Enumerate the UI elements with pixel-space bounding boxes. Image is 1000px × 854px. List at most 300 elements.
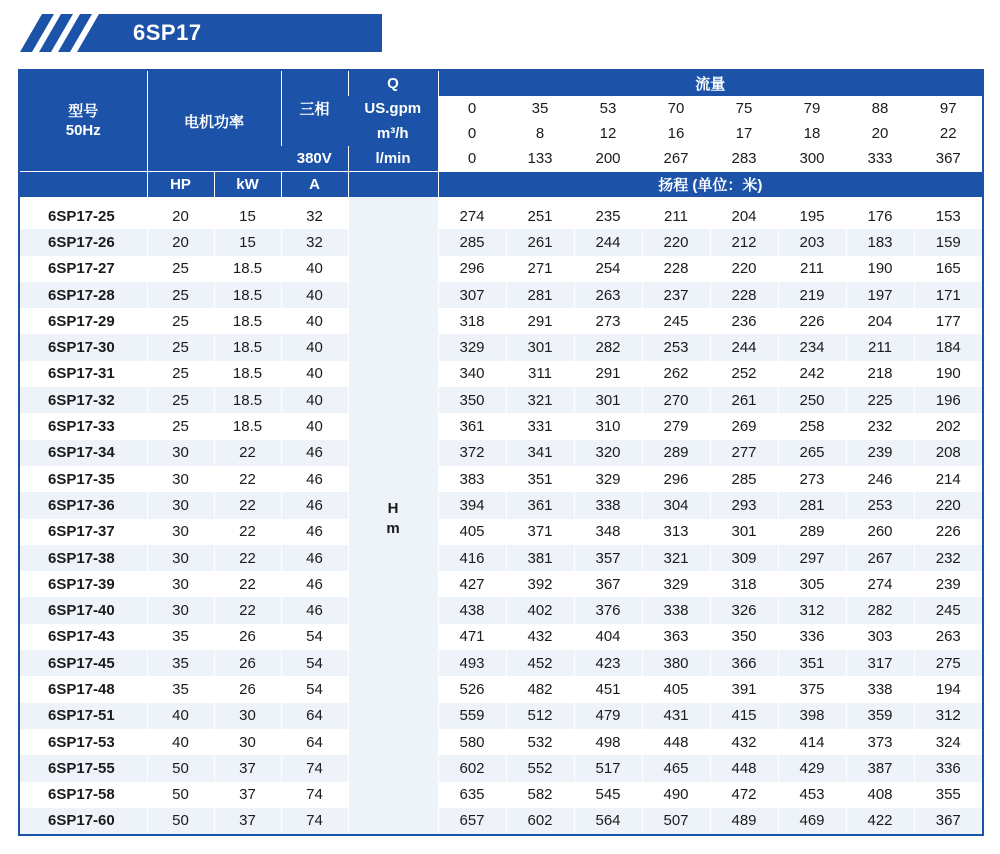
head-cell: 190 — [846, 256, 914, 282]
model-cell: 6SP17-51 — [19, 703, 147, 729]
head-cell: 361 — [438, 413, 506, 439]
head-cell: 452 — [506, 650, 574, 676]
head-cell: 194 — [914, 676, 983, 702]
amp-cell: 64 — [281, 729, 348, 755]
kw-cell: 18.5 — [214, 413, 281, 439]
head-cell: 429 — [778, 755, 846, 781]
head-cell: 351 — [778, 650, 846, 676]
model-cell: 6SP17-26 — [19, 229, 147, 255]
head-cell: 261 — [710, 387, 778, 413]
table-row — [19, 519, 983, 545]
lmin-value: 200 — [574, 146, 642, 172]
usgpm-value: 0 — [438, 96, 506, 121]
amp-cell: 32 — [281, 229, 348, 255]
kw-cell: 26 — [214, 676, 281, 702]
m3h-value: 17 — [710, 121, 778, 146]
head-cell: 359 — [846, 703, 914, 729]
head-cell: 211 — [846, 334, 914, 360]
kw-cell: 22 — [214, 545, 281, 571]
model-cell: 6SP17-37 — [19, 519, 147, 545]
amp-cell: 74 — [281, 808, 348, 835]
table-row — [19, 571, 983, 597]
kw-cell: 15 — [214, 229, 281, 255]
head-cell: 282 — [574, 334, 642, 360]
usgpm-value: 53 — [574, 96, 642, 121]
q-header: Q — [348, 70, 438, 96]
model-header — [19, 70, 147, 172]
model-cell: 6SP17-34 — [19, 440, 147, 466]
head-cell: 279 — [642, 413, 710, 439]
usgpm-value: 88 — [846, 96, 914, 121]
head-cell: 212 — [710, 229, 778, 255]
usgpm-value: 70 — [642, 96, 710, 121]
head-cell: 310 — [574, 413, 642, 439]
table-row — [19, 755, 983, 781]
m3h-label: m³/h — [348, 121, 438, 146]
head-cell: 301 — [574, 387, 642, 413]
head-cell: 273 — [574, 308, 642, 334]
table-row — [19, 597, 983, 623]
voltage-header: 380V — [281, 146, 348, 172]
head-cell: 196 — [914, 387, 983, 413]
kw-cell: 37 — [214, 782, 281, 808]
head-cell: 239 — [914, 571, 983, 597]
model-cell: 6SP17-29 — [19, 308, 147, 334]
head-cell: 351 — [506, 466, 574, 492]
head-cell: 545 — [574, 782, 642, 808]
head-cell: 232 — [846, 413, 914, 439]
head-cell: 267 — [846, 545, 914, 571]
head-cell: 303 — [846, 624, 914, 650]
hp-cell: 30 — [147, 492, 214, 518]
head-cell: 580 — [438, 729, 506, 755]
head-cell: 493 — [438, 650, 506, 676]
head-cell: 204 — [710, 197, 778, 229]
head-cell: 176 — [846, 197, 914, 229]
head-cell: 235 — [574, 197, 642, 229]
model-cell: 6SP17-28 — [19, 282, 147, 308]
head-cell: 469 — [778, 808, 846, 835]
head-cell: 482 — [506, 676, 574, 702]
model-cell: 6SP17-33 — [19, 413, 147, 439]
head-cell: 296 — [438, 256, 506, 282]
head-cell: 471 — [438, 624, 506, 650]
head-cell: 526 — [438, 676, 506, 702]
hp-cell: 40 — [147, 729, 214, 755]
hp-cell: 25 — [147, 334, 214, 360]
m3h-value: 0 — [438, 121, 506, 146]
head-cell: 159 — [914, 229, 983, 255]
model-cell: 6SP17-58 — [19, 782, 147, 808]
head-cell: 416 — [438, 545, 506, 571]
head-cell: 203 — [778, 229, 846, 255]
usgpm-value: 79 — [778, 96, 846, 121]
head-cell: 226 — [778, 308, 846, 334]
head-cell: 350 — [710, 624, 778, 650]
head-cell: 376 — [574, 597, 642, 623]
model-cell: 6SP17-27 — [19, 256, 147, 282]
head-cell: 214 — [914, 466, 983, 492]
head-cell: 383 — [438, 466, 506, 492]
head-cell: 289 — [778, 519, 846, 545]
hp-header: HP — [147, 172, 214, 198]
hp-cell: 30 — [147, 519, 214, 545]
head-cell: 234 — [778, 334, 846, 360]
head-cell: 183 — [846, 229, 914, 255]
table-row — [19, 308, 983, 334]
head-cell: 301 — [506, 334, 574, 360]
head-cell: 350 — [438, 387, 506, 413]
head-cell: 329 — [438, 334, 506, 360]
amp-cell: 46 — [281, 519, 348, 545]
head-cell: 438 — [438, 597, 506, 623]
head-cell: 375 — [778, 676, 846, 702]
head-cell: 311 — [506, 361, 574, 387]
head-cell: 263 — [574, 282, 642, 308]
title-bar — [20, 14, 382, 52]
kw-header: kW — [214, 172, 281, 198]
head-cell: 177 — [914, 308, 983, 334]
head-cell: 340 — [438, 361, 506, 387]
head-cell: 422 — [846, 808, 914, 835]
head-cell: 318 — [710, 571, 778, 597]
head-cell: 398 — [778, 703, 846, 729]
head-cell: 431 — [642, 703, 710, 729]
head-cell: 232 — [914, 545, 983, 571]
kw-cell: 22 — [214, 492, 281, 518]
head-cell: 262 — [642, 361, 710, 387]
head-cell: 277 — [710, 440, 778, 466]
head-cell: 190 — [914, 361, 983, 387]
m3h-value: 8 — [506, 121, 574, 146]
model-cell: 6SP17-36 — [19, 492, 147, 518]
head-cell: 291 — [574, 361, 642, 387]
model-cell: 6SP17-31 — [19, 361, 147, 387]
head-cell: 408 — [846, 782, 914, 808]
hp-cell: 35 — [147, 650, 214, 676]
head-cell: 564 — [574, 808, 642, 835]
stripes-decoration-icon — [20, 14, 120, 52]
model-cell: 6SP17-40 — [19, 597, 147, 623]
head-cell: 285 — [438, 229, 506, 255]
head-cell: 275 — [914, 650, 983, 676]
amp-header: A — [281, 172, 348, 198]
head-cell: 282 — [846, 597, 914, 623]
hp-cell: 30 — [147, 545, 214, 571]
usgpm-value: 75 — [710, 96, 778, 121]
amp-cell: 40 — [281, 387, 348, 413]
head-cell: 402 — [506, 597, 574, 623]
head-cell: 381 — [506, 545, 574, 571]
head-cell: 472 — [710, 782, 778, 808]
head-cell: 320 — [574, 440, 642, 466]
model-freq: 50Hz — [65, 122, 101, 139]
head-cell: 517 — [574, 755, 642, 781]
hp-cell: 25 — [147, 413, 214, 439]
kw-cell: 37 — [214, 755, 281, 781]
head-cell: 348 — [574, 519, 642, 545]
head-cell: 532 — [506, 729, 574, 755]
table-row — [19, 492, 983, 518]
amp-cell: 40 — [281, 308, 348, 334]
head-cell: 387 — [846, 755, 914, 781]
model-cell: 6SP17-32 — [19, 387, 147, 413]
hp-cell: 35 — [147, 676, 214, 702]
head-cell: 242 — [778, 361, 846, 387]
head-cell: 338 — [846, 676, 914, 702]
head-header: 扬程 (单位：米) — [438, 172, 983, 198]
hp-cell: 25 — [147, 256, 214, 282]
amp-cell: 46 — [281, 545, 348, 571]
m3h-value: 12 — [574, 121, 642, 146]
kw-cell: 26 — [214, 624, 281, 650]
model-cell: 6SP17-38 — [19, 545, 147, 571]
hp-cell: 25 — [147, 282, 214, 308]
head-cell: 372 — [438, 440, 506, 466]
model-cell: 6SP17-43 — [19, 624, 147, 650]
head-cell: 405 — [438, 519, 506, 545]
kw-cell: 22 — [214, 571, 281, 597]
head-cell: 228 — [642, 256, 710, 282]
amp-cell: 54 — [281, 624, 348, 650]
flow-header: 流量 — [438, 70, 983, 96]
head-cell: 260 — [846, 519, 914, 545]
motor-power-header: 电机功率 — [147, 70, 281, 172]
head-cell: 512 — [506, 703, 574, 729]
hm-m-label: m — [386, 519, 400, 537]
page-title: 6SP17 — [133, 20, 202, 45]
table-row — [19, 334, 983, 360]
head-cell: 307 — [438, 282, 506, 308]
usgpm-value: 97 — [914, 96, 983, 121]
head-cell: 312 — [778, 597, 846, 623]
head-cell: 357 — [574, 545, 642, 571]
lmin-label: l/min — [348, 146, 438, 172]
amp-cell: 40 — [281, 413, 348, 439]
amp-cell: 46 — [281, 466, 348, 492]
head-cell: 273 — [778, 466, 846, 492]
head-cell: 432 — [506, 624, 574, 650]
head-cell: 220 — [710, 256, 778, 282]
amp-cell: 46 — [281, 597, 348, 623]
table-row — [19, 256, 983, 282]
model-cell: 6SP17-35 — [19, 466, 147, 492]
head-cell: 244 — [710, 334, 778, 360]
head-cell: 305 — [778, 571, 846, 597]
head-cell: 391 — [710, 676, 778, 702]
head-cell: 281 — [506, 282, 574, 308]
usgpm-label: US.gpm — [348, 96, 438, 121]
head-cell: 297 — [778, 545, 846, 571]
phase-header: 三相 — [281, 70, 348, 146]
head-cell: 301 — [710, 519, 778, 545]
head-cell: 274 — [846, 571, 914, 597]
head-cell: 602 — [438, 755, 506, 781]
head-cell: 451 — [574, 676, 642, 702]
head-cell: 414 — [778, 729, 846, 755]
table-row — [19, 361, 983, 387]
m3h-value: 22 — [914, 121, 983, 146]
head-cell: 448 — [642, 729, 710, 755]
head-cell: 321 — [642, 545, 710, 571]
head-cell: 490 — [642, 782, 710, 808]
head-cell: 321 — [506, 387, 574, 413]
table-row — [19, 545, 983, 571]
head-cell: 253 — [846, 492, 914, 518]
head-cell: 309 — [710, 545, 778, 571]
amp-cell: 32 — [281, 197, 348, 229]
head-cell: 394 — [438, 492, 506, 518]
head-cell: 237 — [642, 282, 710, 308]
hp-cell: 50 — [147, 808, 214, 835]
hp-cell: 30 — [147, 440, 214, 466]
head-cell: 479 — [574, 703, 642, 729]
kw-cell: 37 — [214, 808, 281, 835]
head-cell: 254 — [574, 256, 642, 282]
head-cell: 293 — [710, 492, 778, 518]
model-cell: 6SP17-53 — [19, 729, 147, 755]
kw-cell: 18.5 — [214, 256, 281, 282]
model-cell: 6SP17-48 — [19, 676, 147, 702]
head-cell: 304 — [642, 492, 710, 518]
head-cell: 245 — [642, 308, 710, 334]
lmin-value: 267 — [642, 146, 710, 172]
head-cell: 208 — [914, 440, 983, 466]
lmin-value: 283 — [710, 146, 778, 172]
head-cell: 329 — [574, 466, 642, 492]
head-cell: 204 — [846, 308, 914, 334]
head-cell: 341 — [506, 440, 574, 466]
amp-cell: 40 — [281, 334, 348, 360]
hp-cell: 30 — [147, 466, 214, 492]
head-cell: 602 — [506, 808, 574, 835]
head-cell: 338 — [574, 492, 642, 518]
head-cell: 153 — [914, 197, 983, 229]
head-cell: 552 — [506, 755, 574, 781]
head-cell: 184 — [914, 334, 983, 360]
head-cell: 453 — [778, 782, 846, 808]
hm-unit-cell — [348, 197, 438, 835]
blank-header-2 — [348, 172, 438, 198]
amp-cell: 46 — [281, 492, 348, 518]
head-cell: 245 — [914, 597, 983, 623]
hp-cell: 25 — [147, 361, 214, 387]
model-cell: 6SP17-39 — [19, 571, 147, 597]
head-cell: 285 — [710, 466, 778, 492]
hp-cell: 20 — [147, 197, 214, 229]
table-row — [19, 197, 983, 229]
head-cell: 165 — [914, 256, 983, 282]
head-cell: 366 — [710, 650, 778, 676]
head-cell: 373 — [846, 729, 914, 755]
hm-h-label: H — [387, 499, 399, 517]
m3h-value: 20 — [846, 121, 914, 146]
head-cell: 367 — [914, 808, 983, 835]
model-cell: 6SP17-25 — [19, 197, 147, 229]
head-cell: 336 — [914, 755, 983, 781]
head-cell: 324 — [914, 729, 983, 755]
hp-cell: 50 — [147, 782, 214, 808]
head-cell: 211 — [778, 256, 846, 282]
amp-cell: 40 — [281, 361, 348, 387]
kw-cell: 22 — [214, 440, 281, 466]
head-cell: 291 — [506, 308, 574, 334]
head-cell: 265 — [778, 440, 846, 466]
amp-cell: 54 — [281, 650, 348, 676]
head-cell: 246 — [846, 466, 914, 492]
head-cell: 312 — [914, 703, 983, 729]
head-cell: 427 — [438, 571, 506, 597]
head-cell: 250 — [778, 387, 846, 413]
head-cell: 261 — [506, 229, 574, 255]
table-row — [19, 624, 983, 650]
model-cell: 6SP17-45 — [19, 650, 147, 676]
head-cell: 244 — [574, 229, 642, 255]
table-row — [19, 650, 983, 676]
head-cell: 582 — [506, 782, 574, 808]
head-cell: 405 — [642, 676, 710, 702]
head-cell: 289 — [642, 440, 710, 466]
head-cell: 211 — [642, 197, 710, 229]
hp-cell: 30 — [147, 597, 214, 623]
head-cell: 367 — [574, 571, 642, 597]
kw-cell: 18.5 — [214, 361, 281, 387]
amp-cell: 74 — [281, 755, 348, 781]
model-cell: 6SP17-60 — [19, 808, 147, 835]
model-label: 型号 — [68, 103, 99, 120]
head-cell: 220 — [642, 229, 710, 255]
kw-cell: 30 — [214, 729, 281, 755]
lmin-value: 367 — [914, 146, 983, 172]
blank-header — [19, 172, 147, 198]
model-cell: 6SP17-30 — [19, 334, 147, 360]
lmin-value: 333 — [846, 146, 914, 172]
head-cell: 220 — [914, 492, 983, 518]
lmin-value: 300 — [778, 146, 846, 172]
head-cell: 489 — [710, 808, 778, 835]
hp-cell: 25 — [147, 387, 214, 413]
table-row — [19, 229, 983, 255]
head-cell: 331 — [506, 413, 574, 439]
lmin-value: 0 — [438, 146, 506, 172]
amp-cell: 46 — [281, 571, 348, 597]
table-row — [19, 676, 983, 702]
head-cell: 355 — [914, 782, 983, 808]
head-cell: 507 — [642, 808, 710, 835]
head-cell: 317 — [846, 650, 914, 676]
head-cell: 657 — [438, 808, 506, 835]
head-cell: 252 — [710, 361, 778, 387]
kw-cell: 22 — [214, 519, 281, 545]
head-cell: 258 — [778, 413, 846, 439]
head-cell: 281 — [778, 492, 846, 518]
head-cell: 228 — [710, 282, 778, 308]
head-cell: 239 — [846, 440, 914, 466]
head-cell: 338 — [642, 597, 710, 623]
amp-cell: 46 — [281, 440, 348, 466]
head-cell: 251 — [506, 197, 574, 229]
head-cell: 219 — [778, 282, 846, 308]
kw-cell: 26 — [214, 650, 281, 676]
head-cell: 448 — [710, 755, 778, 781]
head-cell: 559 — [438, 703, 506, 729]
hp-cell: 35 — [147, 624, 214, 650]
table-row — [19, 466, 983, 492]
hp-cell: 50 — [147, 755, 214, 781]
head-cell: 498 — [574, 729, 642, 755]
head-cell: 363 — [642, 624, 710, 650]
head-cell: 380 — [642, 650, 710, 676]
